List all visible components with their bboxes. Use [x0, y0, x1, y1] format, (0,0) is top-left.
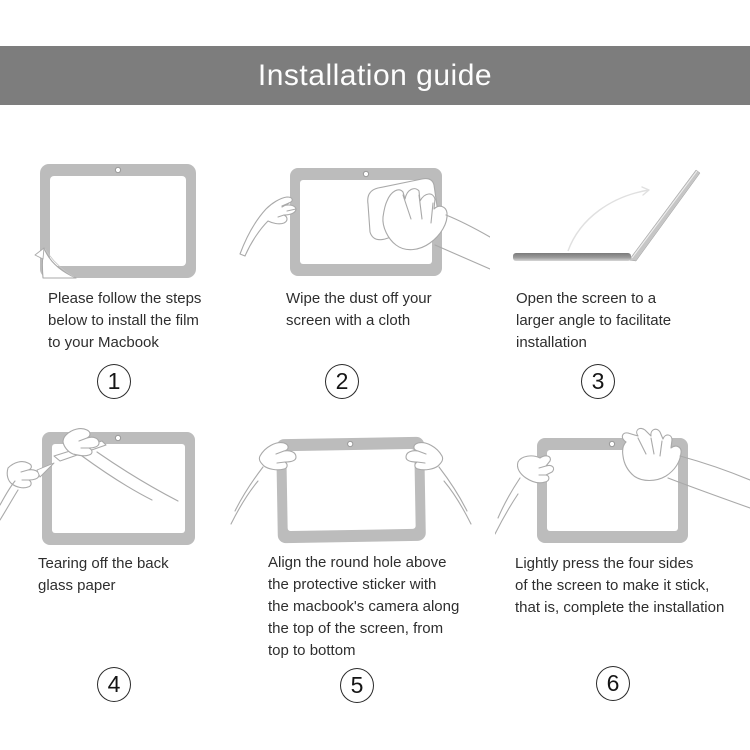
screen-glass	[286, 449, 415, 531]
step1-caption	[48, 288, 201, 354]
caption-line: Open the screen to a	[516, 290, 657, 307]
step4-number-badge: 4	[97, 667, 131, 702]
caption-line: Tearing off the back	[38, 555, 169, 572]
caption-line: Please follow the steps	[48, 290, 202, 307]
header-banner	[0, 46, 750, 105]
caption-line: of the screen to make it stick,	[515, 577, 710, 594]
caption-line: larger angle to facilitate	[516, 312, 672, 329]
caption-line: the protective sticker with	[268, 576, 437, 593]
camera-dot	[363, 171, 368, 176]
caption-line: installation	[516, 334, 587, 351]
step3-illustration-open-laptop-icon	[500, 156, 750, 283]
step5-number-badge: 5	[340, 668, 374, 703]
caption-line: the macbook's camera along	[268, 598, 460, 615]
camera-dot	[115, 167, 120, 172]
caption-line: screen with a cloth	[286, 312, 411, 329]
step2-illustration-wipe-screen-icon	[238, 156, 490, 290]
laptop-base	[513, 253, 631, 261]
step3-caption	[516, 288, 671, 354]
step4-caption	[38, 553, 169, 597]
step2-caption	[286, 288, 432, 332]
screen-highlight	[632, 171, 697, 258]
camera-dot	[115, 435, 120, 440]
step1-number-badge: 1	[97, 364, 131, 399]
camera-dot	[609, 441, 614, 446]
caption-line: Wipe the dust off your	[286, 290, 432, 307]
camera-dot	[348, 441, 353, 446]
step6-illustration-press-edges-icon	[495, 425, 750, 555]
step6-caption	[515, 553, 724, 619]
arm-lines	[495, 478, 520, 534]
step2-number-badge: 2	[325, 364, 359, 399]
caption-line: Lightly press the four sides	[515, 555, 694, 572]
step5-illustration-align-film-icon	[230, 425, 492, 555]
caption-line: glass paper	[38, 577, 116, 594]
caption-line: Align the round hole above	[268, 554, 447, 571]
step4-illustration-tear-backing-icon	[0, 425, 250, 553]
arm-lines	[0, 481, 18, 520]
screen-glass	[50, 176, 186, 266]
page-title: Installation guide	[257, 58, 493, 92]
caption-line: below to install the film	[48, 312, 199, 329]
step3-number-badge: 3	[581, 364, 615, 399]
caption-line: top to bottom	[268, 642, 356, 659]
caption-line: the top of the screen, from	[268, 620, 444, 637]
caption-line: that is, complete the installation	[515, 599, 725, 616]
step6-number-badge: 6	[596, 666, 630, 701]
left-hand-icon	[240, 197, 296, 256]
arm-lines	[231, 467, 263, 524]
caption-line: to your Macbook	[48, 334, 159, 351]
open-direction-arrow	[568, 190, 649, 251]
step1-illustration-screen-peel-icon	[28, 156, 203, 284]
step5-caption	[268, 552, 459, 662]
